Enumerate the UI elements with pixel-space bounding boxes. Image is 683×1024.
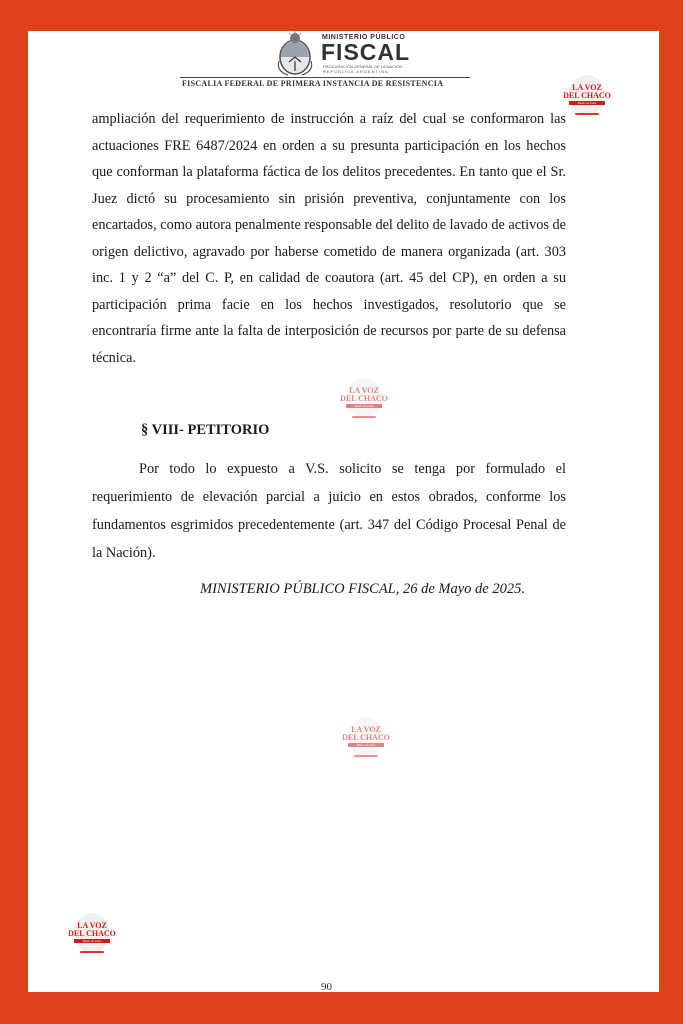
watermark-underline: [575, 113, 599, 115]
watermark-line2: DEL CHACO: [68, 929, 116, 938]
petitorio-paragraph: Por todo lo expuesto a V.S. solicito se tenga por formulado el requerimiento de elevación parcial a juicio en estos obrados, conforme los fundamentos esgrimidos precedentemente (art. 347 del Código Procesal Penal de la Nación).: [92, 461, 566, 561]
watermark-tagline: Diario de todos: [346, 404, 382, 408]
watermark-logo: [342, 717, 390, 761]
argentina-coat-of-arms-icon: [276, 31, 314, 77]
watermark-logo: [563, 75, 611, 119]
watermark-line1: LA VOZ: [349, 386, 379, 395]
watermark-underline: [80, 951, 104, 953]
header-rule: [180, 77, 470, 78]
watermark-tagline: Diario de todos: [74, 939, 110, 943]
body-paragraph: ampliación del requerimiento de instrucción a raíz del cual se conformaron las actuaciones FRE 6487/2024 en orden a su presunta participación en los hechos que conforman la plataforma fáctica de los delitos precedentes. En tanto que el Sr. Juez dictó su procesamiento sin prisión preventiva, conjuntamente con los encartados, como autora penalmente responsable del delito de lavado de activos de origen delictivo, agravado por haberse cometido de manera organizada (art. 303 inc. 1 y 2 “a” del C. P, en calidad de coautora (art. 45 del CP), en orden a su participación prima facie en los hechos investigados, resolutorio que se encontraría firme ante la falta de interposición de recursos por parte de su defensa técnica.: [92, 111, 566, 366]
ministerio-label: MINISTERIO PÚBLICO: [322, 34, 406, 41]
fiscal-logo-text: FISCAL: [321, 39, 411, 65]
watermark-tagline: Diario de todos: [348, 743, 384, 747]
section-title: § VIII- PETITORIO: [141, 422, 270, 438]
watermark-tagline: Diario de todos: [569, 101, 605, 105]
document-page: [28, 31, 659, 992]
watermark-line2: DEL CHACO: [340, 394, 388, 403]
republica-label: REPÚBLICA ARGENTINA: [323, 69, 389, 74]
letterhead: [178, 31, 508, 89]
watermark-underline: [352, 416, 376, 418]
watermark-line1: LA VOZ: [351, 725, 381, 734]
fiscalia-heading: FISCALIA FEDERAL DE PRIMERA INSTANCIA DE RESISTENCIA: [182, 79, 444, 88]
watermark-underline: [354, 755, 378, 757]
watermark-logo: [340, 378, 388, 422]
watermark-line2: DEL CHACO: [342, 733, 390, 742]
signature-line: MINISTERIO PÚBLICO FISCAL, 26 de Mayo de 2025.: [200, 581, 525, 597]
watermark-logo: [68, 913, 116, 957]
page-number: 90: [321, 981, 332, 992]
watermark-line1: LA VOZ: [572, 83, 602, 92]
procuracion-label: PROCURACIÓN GENERAL DE LA NACIÓN: [323, 64, 403, 69]
watermark-line2: DEL CHACO: [563, 91, 611, 100]
watermark-line1: LA VOZ: [77, 921, 107, 930]
